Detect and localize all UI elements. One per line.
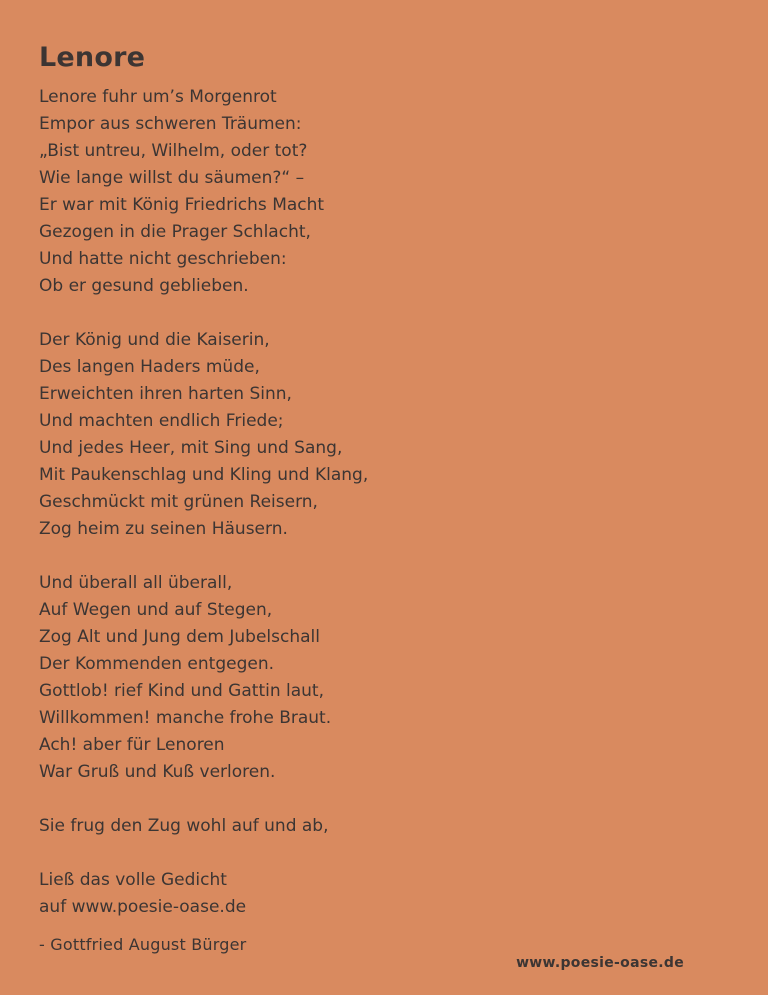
note-line: Ließ das volle Gedicht xyxy=(39,870,227,890)
poem-title: Lenore xyxy=(39,42,146,73)
poem-line: Geschmückt mit grünen Reisern, xyxy=(39,492,318,512)
poem-line: „Bist untreu, Wilhelm, oder tot? xyxy=(39,141,308,161)
footer-website-link[interactable]: www.poesie-oase.de xyxy=(516,955,684,971)
poem-line: Und jedes Heer, mit Sing und Sang, xyxy=(39,438,343,458)
poem-line: Er war mit König Friedrichs Macht xyxy=(39,195,325,215)
poem-line: Sie frug den Zug wohl auf und ab, xyxy=(39,816,329,836)
poem-body xyxy=(39,84,739,921)
poem-line: Wie lange willst du säumen?“ – xyxy=(39,168,305,188)
poem-line: Willkommen! manche frohe Braut. xyxy=(39,708,332,728)
poem-line: Und hatte nicht geschrieben: xyxy=(39,249,287,269)
author-credit: - Gottfried August Bürger xyxy=(39,935,247,954)
poem-line: Der Kommenden entgegen. xyxy=(39,654,275,674)
poem-line: Ach! aber für Lenoren xyxy=(39,735,225,755)
poem-line: Empor aus schweren Träumen: xyxy=(39,114,302,134)
stanza-2 xyxy=(39,327,739,543)
poem-line: War Gruß und Kuß verloren. xyxy=(39,762,276,782)
poem-line: Lenore fuhr um’s Morgenrot xyxy=(39,87,277,107)
poem-line: Mit Paukenschlag und Kling und Klang, xyxy=(39,465,369,485)
poem-line: Auf Wegen und auf Stegen, xyxy=(39,600,273,620)
read-more-note xyxy=(39,867,739,921)
poem-line: Ob er gesund geblieben. xyxy=(39,276,249,296)
poem-line: Gottlob! rief Kind und Gattin laut, xyxy=(39,681,324,701)
poem-line: Zog heim zu seinen Häusern. xyxy=(39,519,288,539)
poem-line: Und machten endlich Friede; xyxy=(39,411,284,431)
stanza-1 xyxy=(39,84,739,300)
stanza-4 xyxy=(39,813,739,840)
poem-line: Und überall all überall, xyxy=(39,573,233,593)
poem-line: Des langen Haders müde, xyxy=(39,357,260,377)
poem-line: Der König und die Kaiserin, xyxy=(39,330,270,350)
poem-line: Gezogen in die Prager Schlacht, xyxy=(39,222,311,242)
stanza-3 xyxy=(39,570,739,786)
note-line: auf www.poesie-oase.de xyxy=(39,897,247,917)
poem-line: Zog Alt und Jung dem Jubelschall xyxy=(39,627,320,647)
poem-line: Erweichten ihren harten Sinn, xyxy=(39,384,292,404)
